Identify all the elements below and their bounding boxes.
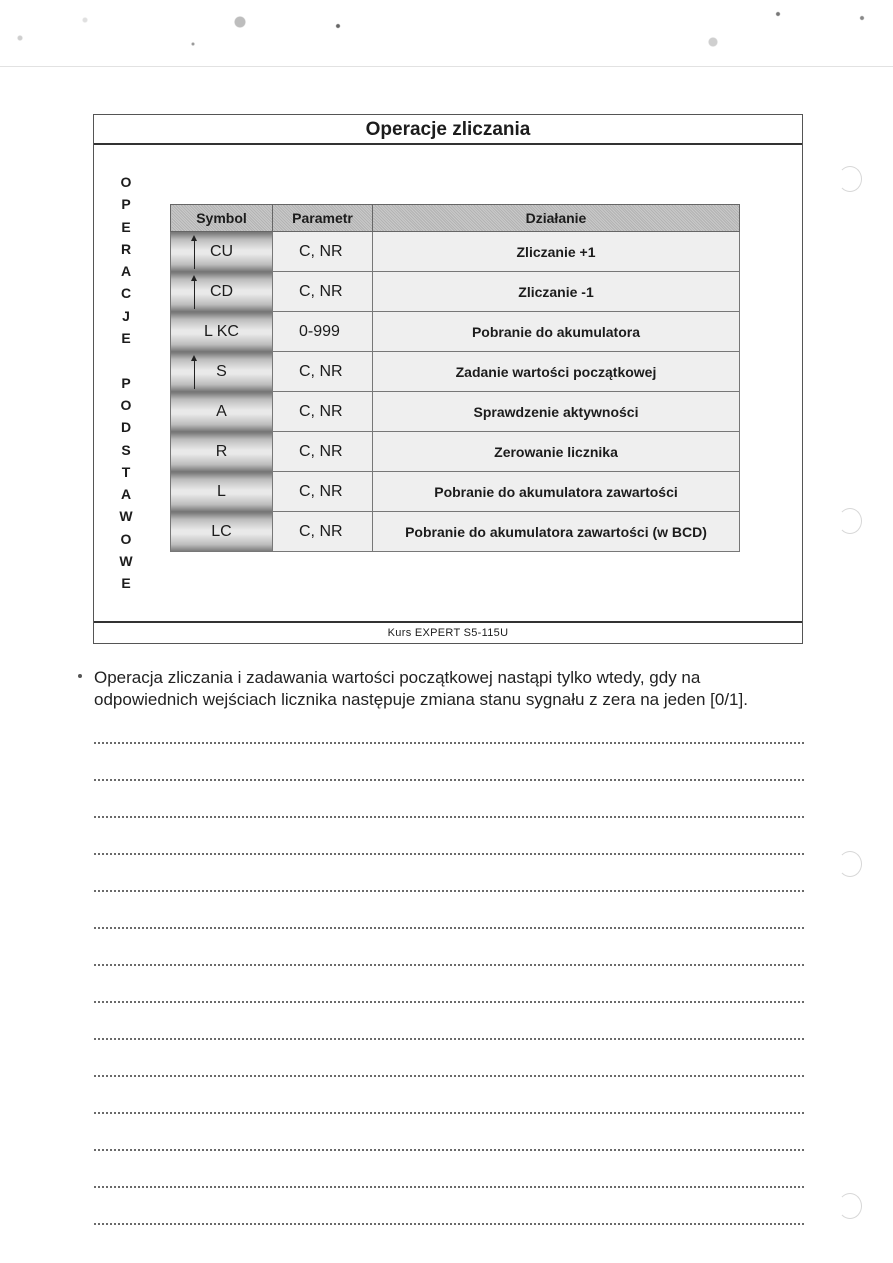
param-cell: 0-999 [273, 312, 373, 352]
caption-letter: P [121, 374, 131, 391]
dotted-line [94, 1223, 804, 1225]
param-cell: C, NR [273, 512, 373, 552]
param-cell: C, NR [273, 392, 373, 432]
scan-artifacts [0, 0, 893, 67]
caption-letter: R [120, 240, 132, 257]
symbol-cell [171, 432, 273, 472]
action-cell: Sprawdzenie aktywności [373, 392, 740, 432]
symbol-cell [171, 352, 273, 392]
action-cell: Pobranie do akumulatora zawartości [373, 472, 740, 512]
caption-letter: O [120, 396, 132, 413]
table-row [171, 232, 740, 272]
dotted-line [94, 890, 804, 892]
header-parametr: Parametr [273, 205, 373, 232]
param-cell: C, NR [273, 352, 373, 392]
panel-title: Operacje zliczania [94, 115, 802, 145]
caption-letter: A [120, 263, 132, 280]
symbol-cell [171, 472, 273, 512]
symbol-text: A [216, 402, 227, 420]
note-line-1: Operacja zliczania i zadawania wartości początkowej nastąpi tylko wtedy, gdy na [94, 668, 701, 687]
caption-letter: O [120, 174, 132, 190]
caption-letter: O [120, 530, 132, 547]
vertical-caption [116, 171, 136, 595]
bullet-dot [78, 674, 82, 678]
dotted-line [94, 779, 804, 781]
caption-letter: C [120, 285, 132, 302]
symbol-cell [171, 232, 273, 272]
caption-letter: E [121, 218, 131, 235]
symbol-cell [171, 272, 273, 312]
action-cell: Zliczanie +1 [373, 232, 740, 272]
slide-panel [93, 114, 803, 644]
dotted-line [94, 1075, 804, 1077]
caption-letter: E [121, 330, 131, 347]
table-row [171, 312, 740, 352]
symbol-cell [171, 312, 273, 352]
note-paragraph [94, 667, 814, 711]
caption-letter: E [121, 575, 131, 592]
caption-letter: J [122, 307, 130, 324]
punch-hole [838, 166, 862, 192]
counter-operations-table [170, 204, 740, 552]
dotted-line [94, 1186, 804, 1188]
caption-letter: W [119, 553, 133, 570]
dotted-line [94, 816, 804, 818]
param-cell: C, NR [273, 232, 373, 272]
dotted-line [94, 927, 804, 929]
table-row [171, 392, 740, 432]
action-cell: Zerowanie licznika [373, 432, 740, 472]
table-row [171, 352, 740, 392]
caption-letter: A [120, 486, 132, 503]
rising-edge-icon [190, 235, 200, 269]
header-symbol: Symbol [171, 205, 273, 232]
table-row [171, 272, 740, 312]
symbol-text: CU [209, 242, 234, 260]
table-row [171, 472, 740, 512]
dotted-line [94, 1112, 804, 1114]
symbol-text: R [215, 442, 228, 460]
action-cell: Pobranie do akumulatora zawartości (w BCD) [373, 512, 740, 552]
action-cell: Zliczanie -1 [373, 272, 740, 312]
dotted-line [94, 1001, 804, 1003]
note-line-2: odpowiednich wejściach licznika następuje zmiana stanu sygnału z zera na jeden [0/1]. [94, 690, 748, 709]
punch-hole [838, 508, 862, 534]
caption-letter: S [121, 441, 131, 458]
caption-letter: T [121, 463, 131, 480]
dotted-line [94, 1149, 804, 1151]
dotted-line [94, 964, 804, 966]
caption-letter: P [121, 196, 131, 213]
param-cell: C, NR [273, 272, 373, 312]
panel-footer: Kurs EXPERT S5-115U [94, 621, 802, 643]
symbol-cell [171, 392, 273, 432]
dotted-line [94, 742, 804, 744]
dotted-line [94, 853, 804, 855]
dotted-line [94, 1038, 804, 1040]
symbol-text: S [216, 362, 227, 380]
param-cell: C, NR [273, 472, 373, 512]
param-cell: C, NR [273, 432, 373, 472]
table-header-row [171, 205, 740, 232]
symbol-cell [171, 512, 273, 552]
table-row [171, 432, 740, 472]
punch-hole [838, 851, 862, 877]
symbol-text: LC [211, 522, 232, 540]
table-row [171, 512, 740, 552]
rising-edge-icon [190, 275, 200, 309]
action-cell: Pobranie do akumulatora [373, 312, 740, 352]
action-cell: Zadanie wartości początkowej [373, 352, 740, 392]
caption-letter: W [119, 508, 133, 525]
rising-edge-icon [190, 355, 200, 389]
punch-hole [838, 1193, 862, 1219]
header-dzialanie: Działanie [373, 205, 740, 232]
caption-letter: D [120, 419, 132, 436]
symbol-text: CD [209, 282, 234, 300]
symbol-text: L [217, 482, 226, 500]
symbol-text: L KC [204, 322, 239, 340]
